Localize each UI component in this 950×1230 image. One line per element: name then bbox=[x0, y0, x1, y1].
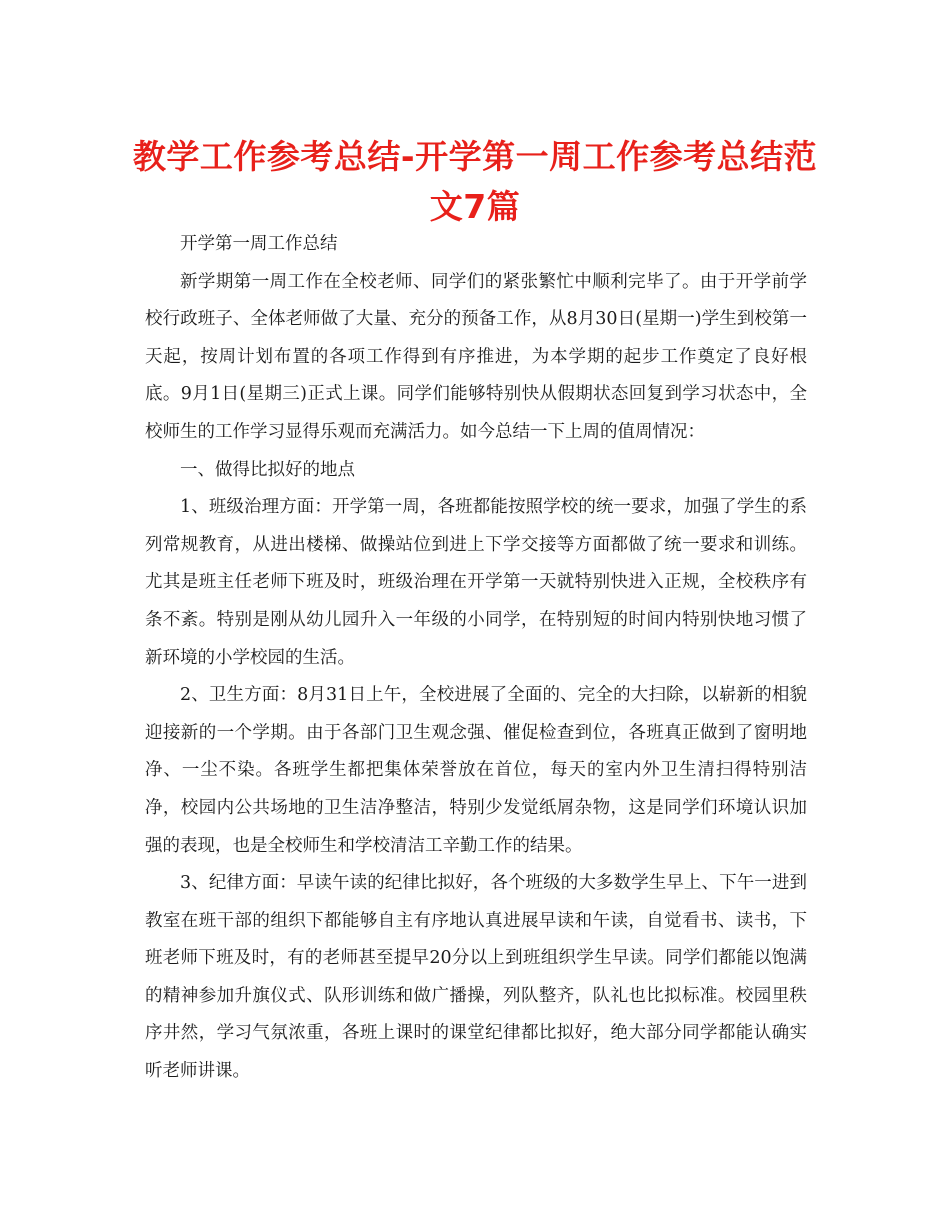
document-body bbox=[145, 226, 807, 1091]
paragraph-discipline: 3、纪律方面：早读午读的纪律比拟好，各个班级的大多数学生早上、下午一进到教室在班干部的组织下都能够自主有序地认真进展早读和午读，自觉看书、读书，下班老师下班及时，有的老师甚至提早20分以上到班组织学生早读。同学们都能以饱满的精神参加升旗仪式、队形训练和做广播操，列队整齐，队礼也比拟标准。校园里秩序井然，学习气氛浓重，各班上课时的课堂纪律都比拟好，绝大部分同学都能认确实听老师讲课。 bbox=[145, 873, 807, 1082]
document-title: 教学工作参考总结-开学第一周工作参考总结范文7篇 bbox=[132, 137, 818, 226]
paragraph-intro: 新学期第一周工作在全校老师、同学们的紧张繁忙中顺利完毕了。由于开学前学校行政班子、全体老师做了大量、充分的预备工作，从8月30日(星期一)学生到校第一天起，按周计划布置的各项工作得到有序推进，为本学期的起步工作奠定了良好根底。9月1日(星期三)正式上课。同学们能够特别快从假期状态回复到学习状态中，全校师生的工作学习显得乐观而充满活力。如今总结一下上周的值周情况： bbox=[145, 271, 807, 442]
section-heading-good-points: 一、做得比拟好的地点 bbox=[180, 459, 355, 480]
paragraph-class-management: 1、班级治理方面：开学第一周，各班都能按照学校的统一要求，加强了学生的系列常规教育，从进出楼梯、做操站位到进上下学交接等方面都做了统一要求和训练。尤其是班主任老师下班及时，班级治理在开学第一天就特别快进入正规，全校秩序有条不紊。特别是刚从幼儿园升入一年级的小同学，在特别短的时间内特别快地习惯了新环境的小学校园的生活。 bbox=[145, 497, 807, 668]
paragraph-hygiene: 2、卫生方面：8月31日上午，全校进展了全面的、完全的大扫除，以崭新的相貌迎接新的一个学期。由于各部门卫生观念强、催促检查到位，各班真正做到了窗明地净、一尘不染。各班学生都把集体荣誉放在首位，每天的室内外卫生清扫得特别洁净，校园内公共场地的卫生洁净整洁，特别少发觉纸屑杂物，这是同学们环境认识加强的表现，也是全校师生和学校清洁工辛勤工作的结果。 bbox=[145, 685, 807, 856]
section-heading-summary: 开学第一周工作总结 bbox=[180, 234, 338, 254]
